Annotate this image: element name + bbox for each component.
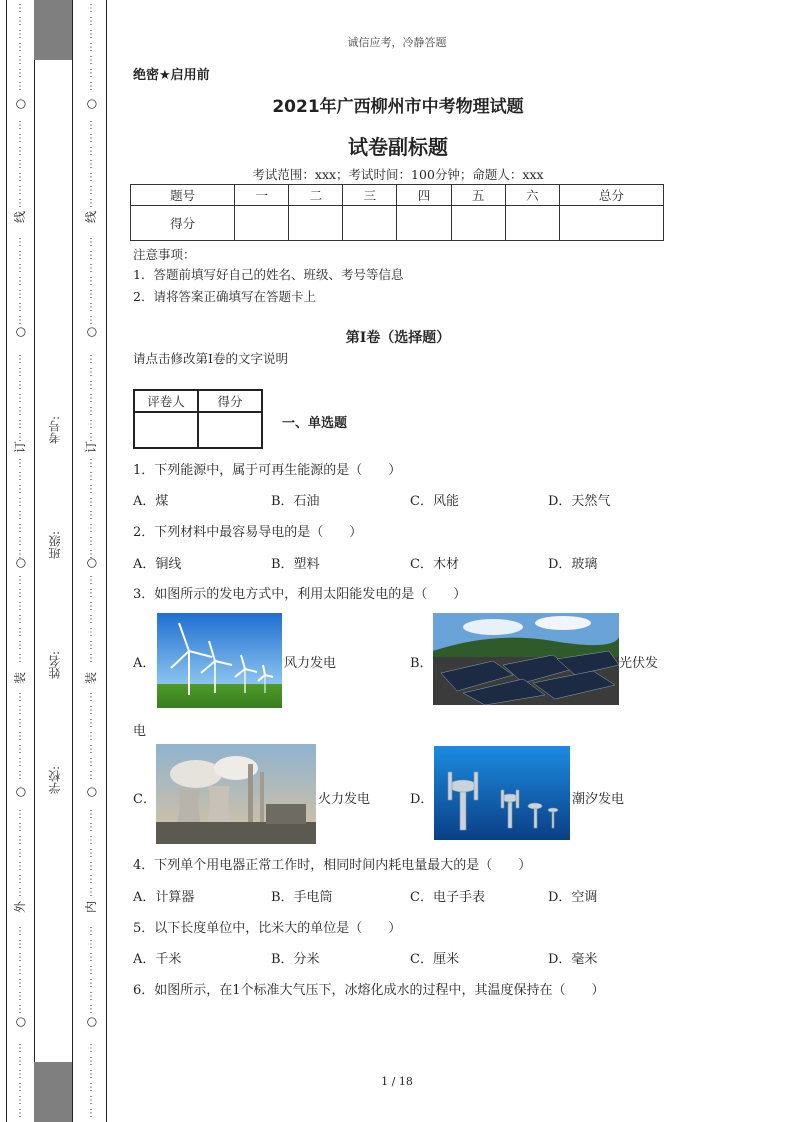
dotted-line-segment: ⋮ [15, 653, 25, 664]
dotted-line-segment: ⋮ [86, 159, 96, 170]
strip-border-outer [6, 0, 7, 1122]
option[interactable]: B． [410, 656, 433, 671]
dotted-line-segment: ⋮ [15, 302, 25, 313]
solar-panel-image [433, 613, 619, 705]
option[interactable]: C． [133, 792, 156, 807]
dotted-line-segment: ⋮ [86, 1004, 96, 1015]
dotted-line-segment: ⋮ [86, 406, 96, 417]
dotted-line-segment: ⋮ [86, 705, 96, 716]
dotted-line-segment: ⋮ [86, 926, 96, 937]
question-stem: 2．下列材料中最容易导电的是（ ） [133, 525, 363, 540]
binding-circle-marker: ○ [84, 98, 98, 110]
strip-border-1 [34, 0, 35, 1122]
dotted-line-segment: ⋮ [15, 510, 25, 521]
dotted-line-segment: ⋮ [15, 952, 25, 963]
field-name: 姓名: [48, 651, 62, 680]
option[interactable]: A．千米 [133, 952, 182, 967]
option[interactable]: D．空调 [548, 890, 598, 905]
dotted-line-segment: ⋮ [15, 705, 25, 716]
binding-circle-marker: ○ [13, 1016, 27, 1028]
score-row-label: 得分 [131, 206, 235, 241]
note-item: 2．请将答案正确填写在答题卡上 [133, 289, 316, 304]
dotted-line-segment: ⋮ [15, 640, 25, 651]
note-item: 1．答题前填写好自己的姓名、班级、考号等信息 [133, 267, 404, 282]
dotted-line-segment: ⋮ [86, 1056, 96, 1067]
dotted-line-segment: ⋮ [86, 302, 96, 313]
dotted-line-segment: ⋮ [15, 965, 25, 976]
dotted-line-segment: ⋮ [15, 68, 25, 79]
volume-title: 第I卷（选择题） [345, 330, 451, 346]
dotted-line-segment: ⋮ [15, 159, 25, 170]
dotted-line-segment: ⋮ [86, 731, 96, 742]
dotted-line-segment: ⋮ [86, 81, 96, 92]
binding-circle-marker: ○ [84, 786, 98, 798]
dotted-line-segment: ⋮ [86, 627, 96, 638]
score-cell[interactable] [235, 206, 289, 241]
dotted-line-segment: ⋮ [15, 120, 25, 131]
dotted-line-segment: ⋮ [86, 42, 96, 53]
binding-char-marker: 订 [84, 441, 98, 454]
dotted-line-segment: ⋮ [15, 822, 25, 833]
score-header-cell: 总分 [559, 185, 663, 206]
dotted-line-segment: ⋮ [15, 3, 25, 14]
binding-char-marker: 外 [13, 901, 27, 914]
dotted-line-segment: ⋮ [86, 718, 96, 729]
option[interactable]: D．玻璃 [548, 557, 598, 572]
dotted-line-segment: ⋮ [15, 198, 25, 209]
image-caption: 潮汐发电 [572, 792, 625, 807]
dotted-line-segment: ⋮ [15, 978, 25, 989]
dotted-line-segment: ⋮ [86, 458, 96, 469]
tidal-power-image [434, 746, 570, 840]
dotted-line-segment: ⋮ [15, 16, 25, 27]
dotted-line-segment: ⋮ [86, 354, 96, 365]
option[interactable]: C．木材 [410, 557, 459, 572]
binding-circle-marker: ○ [13, 557, 27, 569]
dotted-line-segment: ⋮ [86, 692, 96, 703]
dotted-line-segment: ⋮ [86, 744, 96, 755]
option[interactable]: A．计算器 [133, 890, 195, 905]
field-class: 班级: [48, 531, 62, 560]
dotted-line-segment: ⋮ [86, 536, 96, 547]
dotted-line-segment: ⋮ [15, 588, 25, 599]
question-stem: 1．下列能源中，属于可再生能源的是（ ） [133, 463, 402, 478]
dotted-line-segment: ⋮ [86, 120, 96, 131]
dotted-line-segment: ⋮ [15, 1043, 25, 1054]
dotted-line-segment: ⋮ [86, 419, 96, 430]
option[interactable]: D．毫米 [548, 952, 598, 967]
dotted-line-segment: ⋮ [15, 250, 25, 261]
dotted-line-segment: ⋮ [15, 419, 25, 430]
dotted-line-segment: ⋮ [86, 978, 96, 989]
dotted-line-segment: ⋮ [86, 1108, 96, 1119]
grader-score-cell[interactable] [198, 412, 262, 448]
dotted-line-segment: ⋮ [15, 848, 25, 859]
dotted-line-segment: ⋮ [15, 146, 25, 157]
dotted-line-segment: ⋮ [86, 510, 96, 521]
dotted-line-segment: ⋮ [15, 718, 25, 729]
dotted-line-segment: ⋮ [86, 432, 96, 443]
dotted-line-segment: ⋮ [15, 497, 25, 508]
dotted-line-segment: ⋮ [86, 1095, 96, 1106]
dotted-line-segment: ⋮ [86, 1069, 96, 1080]
binding-circle-marker: ○ [13, 98, 27, 110]
dotted-line-segment: ⋮ [86, 29, 96, 40]
option[interactable]: B．塑料 [271, 557, 320, 572]
binding-circle-marker: ○ [13, 786, 27, 798]
grader-score-label: 得分 [198, 390, 262, 412]
dotted-line-segment: ⋮ [15, 406, 25, 417]
section-title: 一、单选题 [282, 416, 348, 431]
dotted-line-segment: ⋮ [86, 887, 96, 898]
score-header-cell: 一 [235, 185, 289, 206]
dotted-line-segment: ⋮ [86, 588, 96, 599]
option[interactable]: B．手电筒 [271, 890, 333, 905]
secret-label: 绝密★启用前 [133, 68, 210, 83]
dotted-line-segment: ⋮ [15, 809, 25, 820]
dotted-line-segment: ⋮ [15, 172, 25, 183]
dotted-line-segment: ⋮ [86, 133, 96, 144]
dotted-line-segment: ⋮ [86, 289, 96, 300]
dotted-line-segment: ⋮ [86, 848, 96, 859]
dotted-line-segment: ⋮ [86, 276, 96, 287]
dotted-line-segment: ⋮ [15, 42, 25, 53]
dotted-line-segment: ⋮ [15, 1082, 25, 1093]
option[interactable]: D． [410, 792, 434, 807]
dotted-line-segment: ⋮ [86, 497, 96, 508]
dotted-line-segment: ⋮ [15, 523, 25, 534]
dotted-line-segment: ⋮ [15, 29, 25, 40]
dotted-line-segment: ⋮ [15, 1056, 25, 1067]
dotted-line-segment: ⋮ [86, 3, 96, 14]
dotted-line-segment: ⋮ [86, 263, 96, 274]
dotted-line-segment: ⋮ [86, 250, 96, 261]
dotted-line-segment: ⋮ [15, 1095, 25, 1106]
dotted-line-segment: ⋮ [15, 133, 25, 144]
dotted-line-segment: ⋮ [86, 55, 96, 66]
dotted-line-segment: ⋮ [15, 731, 25, 742]
dotted-line-segment: ⋮ [15, 484, 25, 495]
dotted-line-segment: ⋮ [86, 380, 96, 391]
dotted-line-segment: ⋮ [15, 549, 25, 560]
page-header: 诚信应考，冷静答题 [347, 36, 447, 49]
dotted-line-segment: ⋮ [15, 1108, 25, 1119]
score-cell[interactable] [451, 206, 505, 241]
field-exam-number: 考号: [48, 416, 62, 445]
dotted-line-segment: ⋮ [15, 575, 25, 586]
score-header-cell: 题号 [131, 185, 235, 206]
dotted-line-segment: ⋮ [86, 549, 96, 560]
dotted-line-segment: ⋮ [15, 289, 25, 300]
score-table [130, 184, 664, 241]
option[interactable]: A．煤 [133, 494, 169, 509]
option[interactable]: A．铜线 [133, 557, 182, 572]
dotted-line-segment: ⋮ [15, 926, 25, 937]
volume-desc: 请点击修改第I卷的文字说明 [133, 351, 288, 366]
dotted-line-segment: ⋮ [86, 237, 96, 248]
binding-circle-marker: ○ [84, 326, 98, 338]
option[interactable]: B．分米 [271, 952, 320, 967]
binding-char-marker: 装 [13, 672, 27, 685]
dotted-line-segment: ⋮ [15, 692, 25, 703]
option[interactable]: C．风能 [410, 494, 459, 509]
score-header-cell: 四 [397, 185, 451, 206]
score-cell[interactable] [559, 206, 663, 241]
binding-circle-marker: ○ [84, 557, 98, 569]
question-stem: 5．以下长度单位中，比米大的单位是（ ） [133, 921, 402, 936]
question-stem: 4．下列单个用电器正常工作时，相同时间内耗电量最大的是（ ） [133, 858, 532, 873]
binding-dotted-line-outer [13, 0, 27, 1122]
dotted-line-segment: ⋮ [86, 939, 96, 950]
dotted-line-segment: ⋮ [86, 640, 96, 651]
dotted-line-segment: ⋮ [15, 432, 25, 443]
dotted-line-segment: ⋮ [86, 757, 96, 768]
dotted-line-segment: ⋮ [15, 367, 25, 378]
wind-turbine-image [157, 613, 282, 708]
grader-table [133, 389, 263, 449]
option[interactable]: C．厘米 [410, 952, 459, 967]
notes-heading: 注意事项： [133, 247, 196, 262]
dotted-line-segment: ⋮ [86, 185, 96, 196]
dotted-line-segment: ⋮ [15, 237, 25, 248]
binding-char-marker: 内 [84, 901, 98, 914]
dotted-line-segment: ⋮ [86, 16, 96, 27]
dotted-line-segment: ⋮ [15, 55, 25, 66]
score-header-cell: 三 [343, 185, 397, 206]
score-header-cell: 六 [505, 185, 559, 206]
score-header-cell: 二 [289, 185, 343, 206]
binding-char-marker: 订 [13, 441, 27, 454]
dotted-line-segment: ⋮ [86, 523, 96, 534]
dotted-line-segment: ⋮ [86, 1043, 96, 1054]
dotted-line-segment: ⋮ [86, 575, 96, 586]
dotted-line-segment: ⋮ [86, 146, 96, 157]
dotted-line-segment: ⋮ [15, 536, 25, 547]
dotted-line-segment: ⋮ [86, 874, 96, 885]
dotted-line-segment: ⋮ [15, 315, 25, 326]
dotted-line-segment: ⋮ [86, 614, 96, 625]
dotted-line-segment: ⋮ [86, 484, 96, 495]
grader-reviewer-label: 评卷人 [134, 390, 198, 412]
dotted-line-segment: ⋮ [15, 81, 25, 92]
dotted-line-segment: ⋮ [15, 354, 25, 365]
dotted-line-segment: ⋮ [86, 952, 96, 963]
dotted-line-segment: ⋮ [15, 263, 25, 274]
question-stem: 6．如图所示，在1个标准大气压下，冰熔化成水的过程中，其温度保持在（ ） [133, 983, 605, 998]
score-cell[interactable] [505, 206, 559, 241]
strip-border-2 [72, 0, 73, 1122]
dotted-line-segment: ⋮ [15, 835, 25, 846]
dotted-line-segment: ⋮ [86, 315, 96, 326]
score-cell[interactable] [289, 206, 343, 241]
option[interactable]: A． [133, 656, 156, 671]
dotted-line-segment: ⋮ [15, 939, 25, 950]
dotted-line-segment: ⋮ [15, 861, 25, 872]
field-school: 学校: [48, 766, 62, 795]
grader-reviewer-cell[interactable] [134, 412, 198, 448]
dotted-line-segment: ⋮ [15, 185, 25, 196]
option[interactable]: C．电子手表 [410, 890, 485, 905]
dotted-line-segment: ⋮ [86, 770, 96, 781]
dotted-line-segment: ⋮ [15, 380, 25, 391]
dotted-line-segment: ⋮ [15, 757, 25, 768]
dotted-line-segment: ⋮ [15, 276, 25, 287]
exam-info: 考试范围：xxx；考试时间：100分钟；命题人：xxx [252, 167, 544, 182]
dotted-line-segment: ⋮ [86, 393, 96, 404]
strip-gray-bottom [34, 1062, 72, 1122]
dotted-line-segment: ⋮ [15, 887, 25, 898]
option[interactable]: B．石油 [271, 494, 320, 509]
dotted-line-segment: ⋮ [86, 1082, 96, 1093]
dotted-line-segment: ⋮ [15, 471, 25, 482]
dotted-line-segment: ⋮ [86, 822, 96, 833]
image-caption: 火力发电 [318, 792, 371, 807]
dotted-line-segment: ⋮ [86, 198, 96, 209]
dotted-line-segment: ⋮ [15, 627, 25, 638]
dotted-line-segment: ⋮ [86, 471, 96, 482]
dotted-line-segment: ⋮ [15, 744, 25, 755]
strip-gray-top [34, 0, 72, 60]
dotted-line-segment: ⋮ [15, 614, 25, 625]
dotted-line-segment: ⋮ [86, 172, 96, 183]
dotted-line-segment: ⋮ [86, 991, 96, 1002]
exam-subtitle: 试卷副标题 [348, 135, 448, 159]
binding-circle-marker: ○ [13, 326, 27, 338]
binding-circle-marker: ○ [84, 1016, 98, 1028]
score-cell[interactable] [343, 206, 397, 241]
image-caption-continued: 电 [133, 724, 147, 739]
dotted-line-segment: ⋮ [86, 965, 96, 976]
score-header-cell: 五 [451, 185, 505, 206]
option[interactable]: D．天然气 [548, 494, 611, 509]
binding-dotted-line-inner [84, 0, 98, 1122]
dotted-line-segment: ⋮ [86, 653, 96, 664]
dotted-line-segment: ⋮ [86, 809, 96, 820]
dotted-line-segment: ⋮ [15, 393, 25, 404]
dotted-line-segment: ⋮ [15, 874, 25, 885]
score-cell[interactable] [397, 206, 451, 241]
dotted-line-segment: ⋮ [86, 861, 96, 872]
question-stem: 3．如图所示的发电方式中，利用太阳能发电的是（ ） [133, 587, 467, 602]
binding-char-marker: 线 [84, 211, 98, 224]
exam-title: 2021年广西柳州市中考物理试题 [272, 97, 524, 117]
image-caption: 风力发电 [284, 656, 337, 671]
dotted-line-segment: ⋮ [86, 601, 96, 612]
dotted-line-segment: ⋮ [86, 835, 96, 846]
dotted-line-segment: ⋮ [15, 1069, 25, 1080]
dotted-line-segment: ⋮ [86, 68, 96, 79]
dotted-line-segment: ⋮ [15, 601, 25, 612]
thermal-power-image [156, 744, 316, 844]
image-caption: 光伏发 [619, 656, 659, 671]
dotted-line-segment: ⋮ [15, 458, 25, 469]
dotted-line-segment: ⋮ [86, 367, 96, 378]
dotted-line-segment: ⋮ [15, 991, 25, 1002]
dotted-line-segment: ⋮ [15, 770, 25, 781]
binding-char-marker: 装 [84, 672, 98, 685]
page-number: 1 / 18 [381, 1075, 413, 1088]
dotted-line-segment: ⋮ [15, 1004, 25, 1015]
binding-char-marker: 线 [13, 211, 27, 224]
